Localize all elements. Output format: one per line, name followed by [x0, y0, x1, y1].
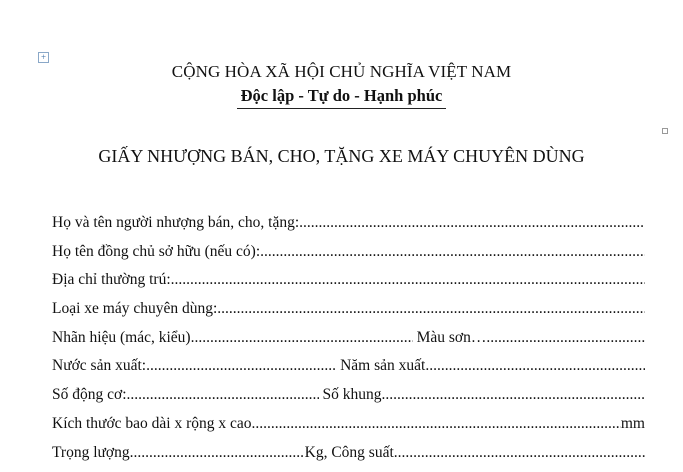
field-label: Kích thước bao dài x rộng x cao — [52, 415, 252, 433]
blank-field[interactable] — [486, 329, 645, 347]
field-dimensions — [52, 415, 645, 444]
field-weight-power — [52, 444, 645, 472]
field-address — [52, 271, 645, 300]
field-engine-frame — [52, 386, 645, 415]
field-label: Năm sản xuất — [340, 357, 425, 375]
field-seller-name — [52, 214, 645, 243]
blank-field[interactable] — [260, 243, 645, 261]
field-label: Nhãn hiệu (mác, kiểu) — [52, 329, 191, 347]
blank-field[interactable] — [127, 386, 319, 404]
table-resize-handle-icon[interactable] — [662, 128, 668, 134]
blank-field[interactable] — [217, 300, 645, 318]
field-label: Nước sản xuất: — [52, 357, 146, 375]
blank-field[interactable] — [299, 214, 645, 232]
field-label: Họ và tên người nhượng bán, cho, tặng: — [52, 214, 299, 232]
field-label: Trọng lượng — [52, 444, 130, 462]
field-label: Màu sơn… — [417, 329, 487, 347]
motto: Độc lập - Tự do - Hạnh phúc — [237, 86, 447, 109]
field-label: Địa chỉ thường trú: — [52, 271, 171, 289]
blank-field[interactable] — [146, 357, 336, 375]
form-fields — [52, 214, 645, 472]
field-label: Số khung — [323, 386, 382, 404]
field-label: Số động cơ: — [52, 386, 127, 404]
field-vehicle-type — [52, 300, 645, 329]
field-label: Kg, Công suất — [305, 444, 394, 462]
field-unit: mm — [621, 415, 645, 433]
blank-field[interactable] — [382, 386, 645, 404]
field-label: Loại xe máy chuyên dùng: — [52, 300, 217, 318]
blank-field[interactable] — [171, 271, 645, 289]
blank-field[interactable] — [394, 444, 645, 462]
table-move-handle-icon[interactable]: + — [38, 52, 49, 63]
blank-field[interactable] — [252, 415, 621, 433]
field-label: Họ tên đồng chủ sở hữu (nếu có): — [52, 243, 260, 261]
document-title: GIẤY NHƯỢNG BÁN, CHO, TẶNG XE MÁY CHUYÊN DÙNG — [0, 146, 683, 167]
field-brand-color — [52, 329, 645, 358]
country-header: CỘNG HÒA XÃ HỘI CHỦ NGHĨA VIỆT NAM — [0, 62, 683, 82]
field-country-year — [52, 357, 645, 386]
blank-field[interactable] — [191, 329, 413, 347]
blank-field[interactable] — [130, 444, 305, 462]
field-co-owner — [52, 243, 645, 272]
blank-field[interactable] — [425, 357, 645, 375]
